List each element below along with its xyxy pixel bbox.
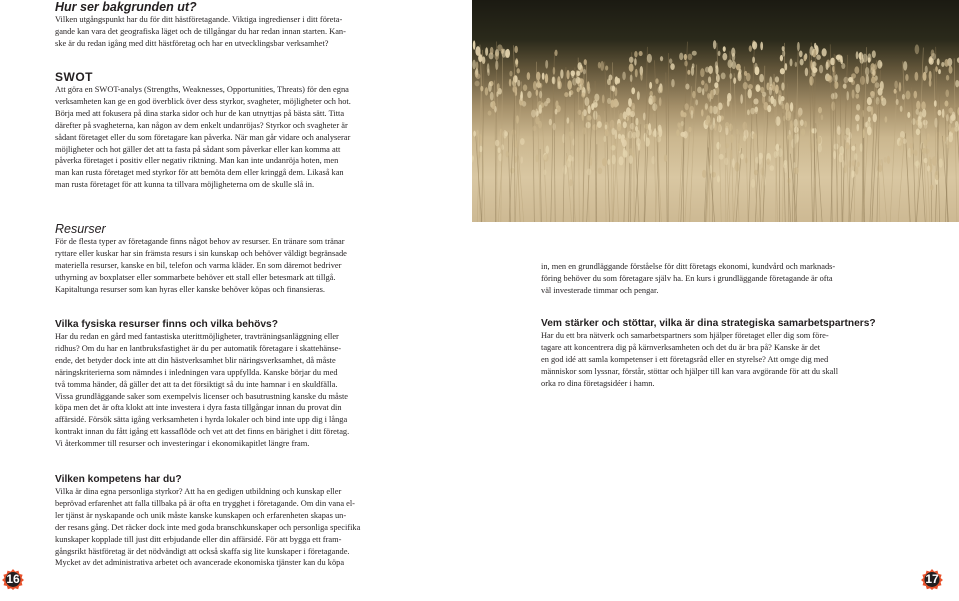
swot-line: Börja med att fokusera på dina starka sidor och hur de kan utnyttjas på bästa sätt. Titta xyxy=(55,108,345,118)
resurser-body xyxy=(55,236,465,296)
swot-line: möjligheter och hot gäller det att ta fasta på sådant som påverkar eller kan komma att xyxy=(55,144,341,154)
resurser-line: För de flesta typer av företagande finns något behov av resurser. En tränare som tränar xyxy=(55,237,345,246)
fysiska-line: affärsidé. Försök sätta igång verksamheten i hyrda lokaler och bind inte upp dig i långa xyxy=(55,415,348,425)
kompetens-section xyxy=(55,474,465,569)
kompetens-heading: Vilken kompetens har du? xyxy=(55,474,182,485)
continuation-line: föring behöver du som företagare själv ha. En kurs i grundläggande företagande är ofta xyxy=(541,273,833,283)
kompetens-line: beprövad erfarenhet att falla tillbaka på är ofta en trygghet i företagande. Om din vana el- xyxy=(55,498,355,508)
page-number-right-text: 17 xyxy=(925,572,939,586)
continuation-section xyxy=(541,261,941,297)
page-number-right xyxy=(921,568,943,590)
fysiska-resurser-section xyxy=(55,319,465,450)
intro-line: gande kan vara det geografiska läget och de tillgångar du har redan innan starten. Kan- xyxy=(55,26,346,36)
fysiska-line: kontrakt innan du fått igång ett kassaflöde och vet att det finns en bärighet i ditt företag. xyxy=(55,427,350,437)
kompetens-line: Vilka är dina egna personliga styrkor? Att ha en gedigen utbildning och kunskap eller xyxy=(55,487,342,496)
swot-section xyxy=(55,71,465,191)
fysiska-line: ridhus? Om du har en lantbruksfastighet är du per automatik företagare i skattehänse- xyxy=(55,343,342,353)
samarbetspartners-line: orka ro dina företagsidéer i hamn. xyxy=(541,378,655,388)
kompetens-body xyxy=(55,486,465,569)
kompetens-line: gångsrikt hästföretag är det nödvändigt att också skaffa sig lite kunskaper i företagande. xyxy=(55,546,350,556)
resurser-line: Kapitaltunga resurser som kan hyras eller kanske behöver köpas och finansieras. xyxy=(55,284,326,294)
samarbetspartners-line: en god idé att samla kompetenser i ett företagsråd eller en styrelse? Att omge dig med xyxy=(541,354,829,364)
oat-field-photo xyxy=(472,0,959,222)
fysiska-line: två tomma händer, då gäller det att ta det försiktigt så du inte hamnar i en skuldfälla. xyxy=(55,379,338,389)
kompetens-line: der resans gång. Det räcker dock inte med goda branschkunskaper och personliga specifika xyxy=(55,522,361,532)
intro-heading: Hur ser bakgrunden ut? xyxy=(55,0,197,14)
fysiska-resurser-heading: Vilka fysiska resurser finns och vilka behövs? xyxy=(55,319,278,330)
swot-line: påverka företaget i positiv eller negativ riktning. Man kan inte undanröja hoten, men xyxy=(55,156,339,166)
swot-line: sådant företaget eller du som företagare kan påverka. När man går vidare och analyserar xyxy=(55,132,351,142)
resurser-line: ryttare eller kuskar har sin främsta resurs i sin kunskap och behöver väldigt begränsade xyxy=(55,248,347,258)
resurser-line: materiella resurser, kanske en bil, telefon och varma kläder. En som däremot bedriver xyxy=(55,260,342,270)
resurser-line: uthyrning av boxplatser eller sommarbete behöver ett stall eller betesmark att tillgå. xyxy=(55,272,336,282)
intro-section xyxy=(55,0,465,50)
resurser-heading: Resurser xyxy=(55,222,106,236)
fysiska-resurser-body xyxy=(55,331,465,450)
kompetens-line: kunskaper kopplade till just ditt erbjudande eller din affärsidé. För att bygga ett fram- xyxy=(55,534,342,544)
samarbetspartners-section xyxy=(541,318,941,390)
intro-line: Vilken utgångspunkt har du för ditt hästföretagande. Viktiga ingredienser i ditt företa- xyxy=(55,15,343,24)
kompetens-line: ler tjänst är nyskapande och unik måste kanske kunskapen och erfarenheten skapas un- xyxy=(55,510,347,520)
continuation-body xyxy=(541,261,941,297)
fysiska-line: Vissa grundläggande saker som exempelvis licenser och basutrustning kanske du måste xyxy=(55,391,349,401)
page-number-left xyxy=(2,568,24,590)
samarbetspartners-line: tagare att koncentrera dig på kärnverksamheten och det du är bra på? Kanske är det xyxy=(541,342,821,352)
swot-line: därefter på svagheterna, kan någon av dem enkelt undanröjas? Styrkor och svagheter är xyxy=(55,120,348,130)
swot-heading: SWOT xyxy=(55,70,93,84)
samarbetspartners-line: människor som lyssnar, förstår, stöttar och hjälper till kan vara avgörande för att du skall xyxy=(541,366,839,376)
kompetens-line: Mycket av det administrativa arbetet och avancerade ekonomiska tjänster kan du köpa xyxy=(55,558,345,568)
samarbetspartners-heading: Vem stärker och stöttar, vilka är dina strategiska samarbetspartners? xyxy=(541,318,876,329)
fysiska-line: ende, det betyder dock inte att din hästverksamhet blir näringsverksamhet, då måste xyxy=(55,355,336,365)
intro-body xyxy=(55,14,465,50)
continuation-line: väl investerade timmar och pengar. xyxy=(541,285,659,295)
swot-line: man rusta företaget för att kunna ta tillvara möjligheterna om de skulle slå in. xyxy=(55,180,315,190)
continuation-line: in, men en grundläggande förståelse för ditt företags ekonomi, kundvård och marknads- xyxy=(541,262,836,271)
intro-line: ske är du redan igång med ditt hästföretag och har en utvecklingsbar verksamhet? xyxy=(55,38,329,48)
fysiska-line: köpa men det är ofta klokt att inte investera i dyra fasta tillgångar innan du provat din xyxy=(55,403,342,413)
fysiska-line: näringskriterierna som nämndes i inledningen vara uppfyllda. Kanske börjar du med xyxy=(55,367,338,377)
fysiska-line: Har du redan en gård med fantastiska uterittmöjligheter, travträningsanläggning eller xyxy=(55,332,339,341)
swot-line: man kan rusta företaget med styrkor för att bemöta dem eller kringgå dem. Likaså kan xyxy=(55,168,344,178)
fysiska-line: Vi återkommer till resurser och investeringar i ekonomikapitlet längre fram. xyxy=(55,439,310,449)
samarbetspartners-body xyxy=(541,330,941,390)
page-number-left-text: 16 xyxy=(6,572,20,586)
resurser-section xyxy=(55,222,465,296)
samarbetspartners-line: Har du ett bra nätverk och samarbetspartners som hjälper företaget eller dig som före- xyxy=(541,331,829,340)
swot-body xyxy=(55,84,465,191)
swot-line: verksamheten kan ge en god överblick över dess styrkor, svagheter, möjligheter och hot. xyxy=(55,96,351,106)
swot-line: Att göra en SWOT-analys (Strengths, Weaknesses, Opportunities, Threats) för den egna xyxy=(55,85,349,94)
